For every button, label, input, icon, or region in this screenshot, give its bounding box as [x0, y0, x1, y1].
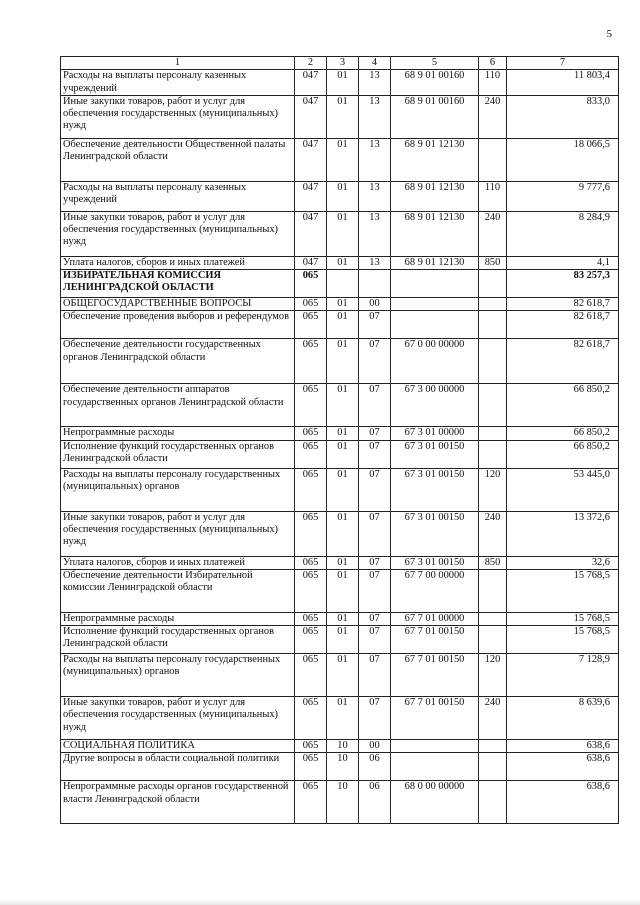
table-body [61, 70, 619, 824]
header-col-3: 3 [327, 57, 359, 70]
cell-amount: 82 618,7 [507, 339, 619, 384]
cell-code-subsection: 06 [359, 753, 391, 781]
cell-code-ministry: 047 [295, 70, 327, 96]
cell-row-label: ОБЩЕГОСУДАРСТВЕННЫЕ ВОПРОСЫ [61, 298, 295, 311]
cell-code-type [479, 753, 507, 781]
cell-code-section: 01 [327, 211, 359, 256]
cell-code-type: 240 [479, 697, 507, 740]
cell-code-ministry: 065 [295, 511, 327, 556]
cell-code-type: 850 [479, 556, 507, 569]
cell-code-ministry: 065 [295, 468, 327, 511]
cell-code-section: 01 [327, 556, 359, 569]
cell-code-ministry: 065 [295, 697, 327, 740]
cell-code-type [479, 270, 507, 298]
table-row [61, 270, 619, 298]
cell-code-target: 67 7 01 00150 [391, 697, 479, 740]
cell-code-ministry: 065 [295, 311, 327, 339]
cell-row-label: Уплата налогов, сборов и иных платежей [61, 256, 295, 269]
table-row [61, 654, 619, 697]
cell-code-type [479, 569, 507, 612]
cell-row-label: Расходы на выплаты персоналу государственных (муниципальных) органов [61, 654, 295, 697]
cell-code-target: 68 9 01 12130 [391, 211, 479, 256]
cell-code-type [479, 427, 507, 440]
cell-code-target: 68 9 01 12130 [391, 138, 479, 181]
cell-code-ministry: 065 [295, 569, 327, 612]
cell-code-ministry: 065 [295, 612, 327, 625]
cell-code-subsection: 06 [359, 781, 391, 824]
cell-code-subsection: 07 [359, 626, 391, 654]
cell-amount: 8 284,9 [507, 211, 619, 256]
cell-code-section: 01 [327, 612, 359, 625]
cell-code-subsection: 07 [359, 697, 391, 740]
cell-code-ministry: 047 [295, 181, 327, 211]
cell-code-subsection: 13 [359, 211, 391, 256]
cell-code-section: 01 [327, 654, 359, 697]
table-row [61, 311, 619, 339]
cell-code-ministry: 047 [295, 138, 327, 181]
cell-code-ministry: 065 [295, 781, 327, 824]
cell-code-type [479, 781, 507, 824]
cell-code-type [479, 339, 507, 384]
cell-code-section: 10 [327, 781, 359, 824]
cell-code-subsection: 13 [359, 138, 391, 181]
cell-code-type: 120 [479, 468, 507, 511]
cell-amount: 638,6 [507, 740, 619, 753]
cell-code-type [479, 311, 507, 339]
cell-code-section: 10 [327, 753, 359, 781]
cell-code-section: 01 [327, 311, 359, 339]
cell-amount: 32,6 [507, 556, 619, 569]
cell-code-ministry: 047 [295, 95, 327, 138]
cell-row-label: Непрограммные расходы [61, 612, 295, 625]
cell-code-type [479, 626, 507, 654]
cell-code-target: 68 9 01 12130 [391, 256, 479, 269]
cell-row-label: Обеспечение деятельности государственных органов Ленинградской области [61, 339, 295, 384]
header-col-2: 2 [295, 57, 327, 70]
cell-row-label: Обеспечение деятельности аппаратов государственных органов Ленинградской области [61, 384, 295, 427]
header-col-1: 1 [61, 57, 295, 70]
cell-code-ministry: 065 [295, 339, 327, 384]
table-row [61, 753, 619, 781]
cell-code-target: 67 7 01 00150 [391, 654, 479, 697]
cell-code-subsection [359, 270, 391, 298]
cell-code-section [327, 270, 359, 298]
cell-code-section: 01 [327, 468, 359, 511]
cell-code-subsection: 07 [359, 511, 391, 556]
table-row [61, 511, 619, 556]
cell-row-label: Иные закупки товаров, работ и услуг для обеспечения государственных (муниципальных) нужд [61, 95, 295, 138]
table-row [61, 138, 619, 181]
cell-row-label: Иные закупки товаров, работ и услуг для обеспечения государственных (муниципальных) нужд [61, 211, 295, 256]
cell-code-subsection: 07 [359, 654, 391, 697]
cell-code-ministry: 065 [295, 270, 327, 298]
table-row [61, 427, 619, 440]
cell-code-type [479, 612, 507, 625]
cell-code-section: 01 [327, 697, 359, 740]
cell-row-label: Исполнение функций государственных органов Ленинградской области [61, 440, 295, 468]
cell-row-label: Расходы на выплаты персоналу государственных (муниципальных) органов [61, 468, 295, 511]
table-row [61, 70, 619, 96]
cell-code-ministry: 065 [295, 440, 327, 468]
table-row [61, 697, 619, 740]
table-row [61, 440, 619, 468]
cell-code-ministry: 065 [295, 384, 327, 427]
cell-row-label: Уплата налогов, сборов и иных платежей [61, 556, 295, 569]
cell-code-type [479, 740, 507, 753]
cell-amount: 8 639,6 [507, 697, 619, 740]
cell-code-target: 67 3 01 00150 [391, 511, 479, 556]
cell-code-target: 67 7 00 00000 [391, 569, 479, 612]
cell-amount: 15 768,5 [507, 626, 619, 654]
header-col-7: 7 [507, 57, 619, 70]
cell-code-ministry: 065 [295, 654, 327, 697]
cell-code-type: 110 [479, 181, 507, 211]
cell-code-subsection: 13 [359, 256, 391, 269]
cell-code-target: 68 9 01 12130 [391, 181, 479, 211]
cell-row-label: ИЗБИРАТЕЛЬНАЯ КОМИССИЯ ЛЕНИНГРАДСКОЙ ОБЛАСТИ [61, 270, 295, 298]
cell-code-ministry: 065 [295, 740, 327, 753]
cell-code-section: 10 [327, 740, 359, 753]
table-row [61, 95, 619, 138]
cell-row-label: Иные закупки товаров, работ и услуг для обеспечения государственных (муниципальных) нужд [61, 511, 295, 556]
cell-code-ministry: 065 [295, 556, 327, 569]
cell-amount: 82 618,7 [507, 311, 619, 339]
cell-code-subsection: 07 [359, 427, 391, 440]
table-row [61, 781, 619, 824]
cell-code-section: 01 [327, 298, 359, 311]
cell-code-type: 240 [479, 511, 507, 556]
cell-code-target: 67 0 00 00000 [391, 339, 479, 384]
budget-table [60, 56, 619, 824]
cell-code-subsection: 13 [359, 181, 391, 211]
cell-code-target [391, 270, 479, 298]
cell-amount: 53 445,0 [507, 468, 619, 511]
scan-bottom-edge [0, 900, 640, 905]
cell-code-section: 01 [327, 569, 359, 612]
cell-code-section: 01 [327, 181, 359, 211]
cell-row-label: Обеспечение деятельности Общественной палаты Ленинградской области [61, 138, 295, 181]
cell-code-subsection: 13 [359, 70, 391, 96]
cell-code-section: 01 [327, 511, 359, 556]
cell-code-subsection: 07 [359, 440, 391, 468]
table-row [61, 181, 619, 211]
cell-code-section: 01 [327, 138, 359, 181]
cell-code-target [391, 740, 479, 753]
cell-code-subsection: 07 [359, 311, 391, 339]
cell-code-type: 240 [479, 95, 507, 138]
cell-amount: 9 777,6 [507, 181, 619, 211]
table-row [61, 740, 619, 753]
cell-code-section: 01 [327, 384, 359, 427]
cell-code-target [391, 753, 479, 781]
cell-row-label: Другие вопросы в области социальной политики [61, 753, 295, 781]
cell-code-type: 120 [479, 654, 507, 697]
cell-code-section: 01 [327, 440, 359, 468]
cell-amount: 82 618,7 [507, 298, 619, 311]
cell-code-section: 01 [327, 626, 359, 654]
cell-code-target: 68 9 01 00160 [391, 70, 479, 96]
cell-code-ministry: 065 [295, 626, 327, 654]
cell-code-type: 240 [479, 211, 507, 256]
cell-code-target: 67 3 01 00150 [391, 468, 479, 511]
cell-row-label: Обеспечение проведения выборов и референдумов [61, 311, 295, 339]
cell-amount: 13 372,6 [507, 511, 619, 556]
cell-amount: 833,0 [507, 95, 619, 138]
cell-code-ministry: 047 [295, 256, 327, 269]
cell-code-type [479, 440, 507, 468]
cell-row-label: СОЦИАЛЬНАЯ ПОЛИТИКА [61, 740, 295, 753]
cell-row-label: Расходы на выплаты персоналу казенных учреждений [61, 181, 295, 211]
table-row [61, 339, 619, 384]
cell-amount: 66 850,2 [507, 427, 619, 440]
cell-row-label: Непрограммные расходы [61, 427, 295, 440]
cell-amount: 18 066,5 [507, 138, 619, 181]
table-row [61, 612, 619, 625]
cell-amount: 15 768,5 [507, 569, 619, 612]
table-header [61, 57, 619, 70]
cell-code-subsection: 13 [359, 95, 391, 138]
table-row [61, 626, 619, 654]
cell-amount: 7 128,9 [507, 654, 619, 697]
cell-code-target [391, 298, 479, 311]
cell-code-type [479, 384, 507, 427]
cell-amount: 638,6 [507, 781, 619, 824]
header-col-4: 4 [359, 57, 391, 70]
cell-amount: 83 257,3 [507, 270, 619, 298]
cell-code-target: 67 3 01 00000 [391, 427, 479, 440]
cell-code-target: 67 3 01 00150 [391, 556, 479, 569]
cell-code-target [391, 311, 479, 339]
cell-code-subsection: 07 [359, 468, 391, 511]
cell-code-target: 67 7 01 00150 [391, 626, 479, 654]
cell-row-label: Расходы на выплаты персоналу казенных учреждений [61, 70, 295, 96]
cell-code-target: 67 7 01 00000 [391, 612, 479, 625]
cell-code-type [479, 138, 507, 181]
header-row [61, 57, 619, 70]
cell-row-label: Обеспечение деятельности Избирательной комиссии Ленинградской области [61, 569, 295, 612]
cell-code-target: 67 3 00 00000 [391, 384, 479, 427]
cell-code-section: 01 [327, 256, 359, 269]
table-row [61, 256, 619, 269]
cell-code-ministry: 065 [295, 298, 327, 311]
table-row [61, 211, 619, 256]
cell-amount: 11 803,4 [507, 70, 619, 96]
cell-code-subsection: 07 [359, 612, 391, 625]
cell-code-type: 110 [479, 70, 507, 96]
cell-code-section: 01 [327, 427, 359, 440]
cell-code-subsection: 07 [359, 569, 391, 612]
cell-code-section: 01 [327, 95, 359, 138]
cell-code-subsection: 00 [359, 740, 391, 753]
cell-amount: 4,1 [507, 256, 619, 269]
page-number: 5 [606, 28, 612, 40]
cell-row-label: Исполнение функций государственных органов Ленинградской области [61, 626, 295, 654]
cell-code-target: 68 0 00 00000 [391, 781, 479, 824]
cell-code-target: 67 3 01 00150 [391, 440, 479, 468]
table-row [61, 298, 619, 311]
cell-amount: 66 850,2 [507, 384, 619, 427]
cell-code-subsection: 00 [359, 298, 391, 311]
cell-code-ministry: 065 [295, 427, 327, 440]
table-row [61, 384, 619, 427]
cell-code-subsection: 07 [359, 556, 391, 569]
budget-table-container [60, 56, 618, 824]
cell-code-section: 01 [327, 339, 359, 384]
cell-amount: 66 850,2 [507, 440, 619, 468]
cell-row-label: Иные закупки товаров, работ и услуг для обеспечения государственных (муниципальных) нужд [61, 697, 295, 740]
header-col-5: 5 [391, 57, 479, 70]
cell-code-type [479, 298, 507, 311]
table-row [61, 468, 619, 511]
cell-code-type: 850 [479, 256, 507, 269]
cell-code-ministry: 065 [295, 753, 327, 781]
cell-code-subsection: 07 [359, 339, 391, 384]
cell-code-section: 01 [327, 70, 359, 96]
cell-code-ministry: 047 [295, 211, 327, 256]
cell-amount: 638,6 [507, 753, 619, 781]
cell-amount: 15 768,5 [507, 612, 619, 625]
cell-code-subsection: 07 [359, 384, 391, 427]
header-col-6: 6 [479, 57, 507, 70]
table-row [61, 556, 619, 569]
table-row [61, 569, 619, 612]
cell-row-label: Непрограммные расходы органов государственной власти Ленинградской области [61, 781, 295, 824]
cell-code-target: 68 9 01 00160 [391, 95, 479, 138]
